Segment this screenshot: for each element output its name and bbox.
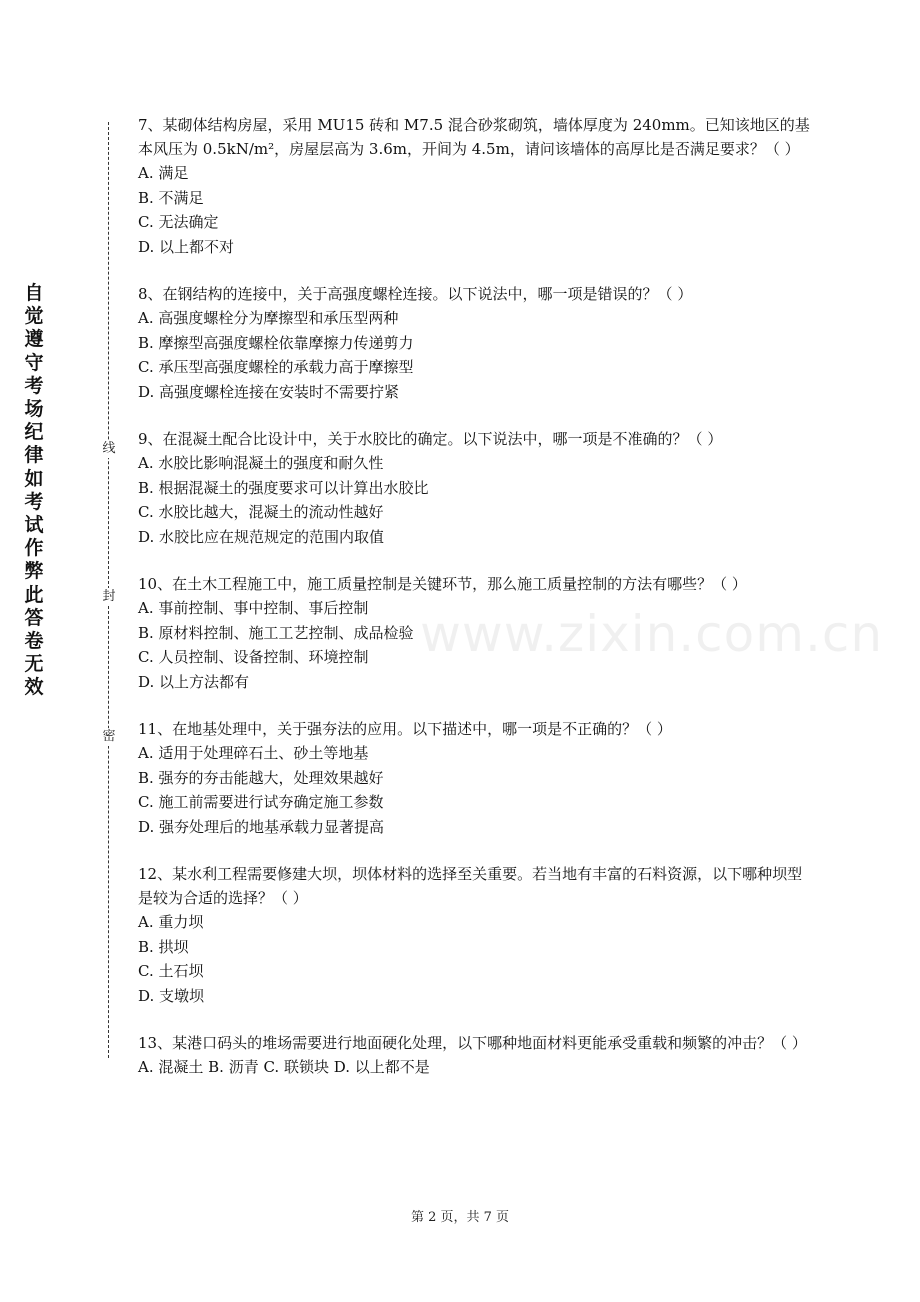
option-d: D. 高强度螺栓连接在安装时不需要拧紧 [138, 382, 400, 401]
option-d: D. 以上都不对 [138, 237, 235, 256]
question-8 [138, 282, 814, 404]
option-a: A. 重力坝 [138, 913, 204, 931]
option-c: C. 无法确定 [138, 213, 219, 231]
question-12 [138, 862, 814, 1008]
exam-discipline-notice: 自觉遵守考场纪律如考试作弊此答卷无效 [24, 282, 44, 699]
option-c: C. 承压型高强度螺栓的承载力高于摩擦型 [138, 358, 414, 376]
question-stem: 13、某港口码头的堆场需要进行地面硬化处理，以下哪种地面材料更能承受重载和频繁的冲击？（ ） [138, 1034, 807, 1052]
option-a: A. 高强度螺栓分为摩擦型和承压型两种 [138, 309, 399, 327]
option-c: C. 施工前需要进行试夯确定施工参数 [138, 793, 384, 811]
binding-mark-seal: 封 [102, 589, 116, 604]
question-13 [138, 1031, 814, 1080]
question-9 [138, 427, 814, 549]
question-list [138, 113, 814, 1103]
question-7 [138, 113, 814, 259]
option-c: C. 人员控制、设备控制、环境控制 [138, 648, 369, 666]
option-d: D. 水胶比应在规范规定的范围内取值 [138, 527, 385, 546]
option-b: B. 拱坝 [138, 937, 189, 956]
question-stem: 12、某水利工程需要修建大坝，坝体材料的选择至关重要。若当地有丰富的石料资源，以下哪种坝型是较为合适的选择？（ ） [138, 865, 803, 907]
option-a: A. 适用于处理碎石土、砂土等地基 [138, 744, 369, 762]
option-d: D. 强夯处理后的地基承载力显著提高 [138, 817, 385, 836]
question-11 [138, 717, 814, 839]
page-number-footer: 第 2 页，共 7 页 [410, 1210, 510, 1225]
question-stem: 9、在混凝土配合比设计中，关于水胶比的确定。以下说法中，哪一项是不准确的？（ ） [138, 430, 723, 448]
option-inline: A. 混凝土 B. 沥青 C. 联锁块 D. 以上都不是 [138, 1058, 430, 1076]
option-b: B. 根据混凝土的强度要求可以计算出水胶比 [138, 478, 429, 497]
option-d: D. 支墩坝 [138, 986, 205, 1005]
option-c: C. 水胶比越大，混凝土的流动性越好 [138, 503, 384, 521]
option-b: B. 不满足 [138, 188, 204, 207]
question-stem: 11、在地基处理中，关于强夯法的应用。以下描述中，哪一项是不正确的？（ ） [138, 720, 672, 738]
watermark: www.zixin.com.cn [420, 605, 884, 663]
option-d: D. 以上方法都有 [138, 672, 250, 691]
question-stem: 7、某砌体结构房屋，采用 MU15 砖和 M7.5 混合砂浆砌筑，墙体厚度为 240mm。已知该地区的基本风压为 0.5kN/m²，房屋层高为 3.6m，开间为 4.5m，请问该墙体的高厚比是否满足要求？（ ） [138, 116, 810, 158]
question-stem: 8、在钢结构的连接中，关于高强度螺栓连接。以下说法中，哪一项是错误的？（ ） [138, 285, 693, 303]
option-b: B. 强夯的夯击能越大，处理效果越好 [138, 768, 384, 787]
binding-mark-secret: 密 [102, 729, 116, 744]
binding-mark-line: 线 [102, 441, 116, 456]
question-stem: 10、在土木工程施工中，施工质量控制是关键环节，那么施工质量控制的方法有哪些？（ ） [138, 575, 747, 593]
option-c: C. 土石坝 [138, 962, 204, 980]
option-b: B. 摩擦型高强度螺栓依靠摩擦力传递剪力 [138, 333, 414, 352]
option-b: B. 原材料控制、施工工艺控制、成品检验 [138, 623, 414, 642]
question-10 [138, 572, 814, 694]
option-a: A. 满足 [138, 164, 189, 182]
option-a: A. 事前控制、事中控制、事后控制 [138, 599, 369, 617]
option-a: A. 水胶比影响混凝土的强度和耐久性 [138, 454, 384, 472]
